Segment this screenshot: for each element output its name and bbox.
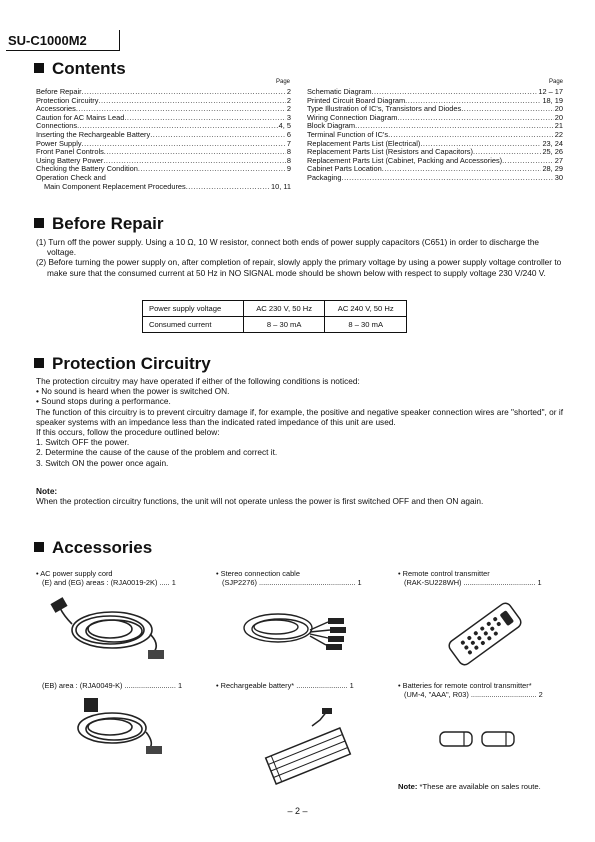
toc-entry-title: Printed Circuit Board Diagram	[307, 95, 406, 105]
protection-text	[36, 376, 566, 468]
before-repair-title: Before Repair	[52, 214, 164, 233]
protection-line: The protection circuitry may have operated if either of the following conditions is noticed:	[36, 376, 360, 386]
remote-batteries-label	[398, 681, 543, 699]
toc-entry-title: Accessories	[36, 104, 76, 114]
protection-line: 2. Determine the cause of the cause of the problem and correct it.	[36, 447, 278, 458]
toc-entry-page: 8	[286, 147, 291, 157]
toc-leader-dots	[342, 174, 554, 183]
toc-entry-title: Checking the Battery Condition	[36, 164, 138, 174]
protection-line: 3. Switch ON the power once again.	[36, 457, 169, 468]
toc-entry-title: Replacement Parts List (Resistors and Capacitors)	[307, 147, 473, 157]
ac-cord-label	[36, 569, 176, 587]
toc-leader-dots	[186, 183, 270, 192]
toc-entry-page: 25, 26	[542, 147, 563, 157]
table-row	[143, 317, 407, 333]
before-repair-item-2: (2) Before turning the power supply on, after completion of repair, slowly apply the primary voltage by using a power supply voltage controller to make sure that the consumed current at 50 Hz in NO SIGNAL mode should be shown below with respect to supply voltage 230 V/240 V.	[36, 257, 562, 278]
toc-entry-page: 9	[286, 164, 291, 174]
toc-entry-title: Protection Circuitry	[36, 95, 99, 105]
rechargeable-battery-label: • Rechargeable battery* ......................... 1	[216, 681, 354, 690]
page-number: – 2 –	[287, 806, 308, 816]
protection-line: • No sound is heard when the power is switched ON.	[36, 386, 230, 397]
toc-entry-page: 6	[286, 129, 291, 139]
toc-entry-page: 22	[554, 129, 563, 139]
square-bullet-icon	[34, 218, 44, 228]
toc-entry	[307, 174, 563, 183]
eb-cord-label: (EB) area : (RJA0049-K) ......................... 1	[42, 681, 183, 690]
header-divider	[6, 50, 120, 51]
table-cell: 8 – 30 mA	[325, 317, 407, 333]
toc-entry-page: 3	[286, 112, 291, 122]
toc-left-column	[36, 88, 291, 191]
table-row	[143, 301, 407, 317]
toc-entry-page: 30	[554, 172, 563, 182]
protection-heading	[34, 354, 211, 374]
toc-entry-title: Main Component Replacement Procedures	[44, 181, 186, 191]
ac-cord-partno: (E) and (EG) areas : (RJA0019-2K) ..... 1	[42, 578, 176, 588]
ac-power-cord-image	[50, 594, 170, 664]
header-divider-vertical	[119, 30, 120, 51]
model-number: SU-C1000M2	[8, 33, 87, 48]
square-bullet-icon	[34, 63, 44, 73]
contents-heading	[34, 59, 126, 79]
toc-leader-dots	[382, 165, 542, 174]
toc-entry-title: Inserting the Rechargeable Battery	[36, 129, 151, 139]
remote-control-image	[440, 598, 530, 670]
toc-page-label-left: Page	[275, 79, 290, 85]
eb-power-cord-image	[62, 696, 167, 756]
toc-entry-title: Schematic Diagram	[307, 87, 372, 96]
toc-entry-page: 4, 5	[278, 121, 291, 131]
stereo-cable-partno: (SJP2276) ............................................... 1	[222, 578, 362, 588]
table-cell: 8 – 30 mA	[243, 317, 325, 333]
remote-batteries-partno: (UM-4, "AAA", R03) ................................ 2	[404, 690, 543, 700]
protection-line: The function of this circuitry is to prevent circuitry damage if, for example, the positive and negative speaker connection wires are "shorted", or if speaker systems with an impedance less than the indicated rated impedance of this unit are used.	[36, 406, 564, 427]
before-repair-text	[36, 237, 566, 278]
stereo-cable-label	[216, 569, 362, 587]
note-label: Note:	[36, 486, 58, 496]
toc-leader-dots	[138, 165, 286, 174]
toc-entry-title: Caution for AC Mains Lead	[36, 112, 125, 122]
protection-note	[36, 486, 566, 506]
before-repair-heading	[34, 214, 163, 234]
toc-entry-title: Cabinet Parts Location	[307, 164, 382, 174]
toc-entry-title: Replacement Parts List (Electrical)	[307, 138, 421, 148]
toc-leader-dots	[104, 148, 286, 157]
toc-entry-page: 20	[554, 112, 563, 122]
remote-batteries-name: • Batteries for remote control transmitter*	[398, 681, 532, 690]
stereo-cable-name: • Stereo connection cable	[216, 569, 300, 578]
toc-entry-title: Type Illustration of IC's, Transistors and Diodes	[307, 104, 462, 114]
toc-entry-page: 8	[286, 155, 291, 165]
accessories-note	[398, 782, 541, 791]
toc-leader-dots	[150, 131, 286, 140]
toc-entry-title: Packaging	[307, 172, 342, 182]
toc-entry-title: Front Panel Controls	[36, 147, 104, 157]
toc-entry-page: 2	[286, 95, 291, 105]
accessories-title: Accessories	[52, 538, 153, 557]
toc-page-label-right: Page	[548, 79, 563, 85]
toc-right-column	[307, 88, 563, 183]
toc-leader-dots	[397, 114, 553, 123]
note-text: When the protection circuitry functions, the unit will not operate unless the power is first switched OFF and then ON again.	[36, 496, 484, 507]
toc-entry-title: Using Battery Power	[36, 155, 104, 165]
before-repair-item-1: (1) Turn off the power supply. Using a 10 Ω, 10 W resistor, connect both ends of power supply capacitors (C651) in order to discharge the voltage.	[36, 237, 540, 258]
toc-entry-title: Wiring Connection Diagram	[307, 112, 398, 122]
rechargeable-battery-image	[258, 706, 363, 786]
stereo-cable-image	[238, 600, 363, 655]
accessories-heading	[34, 538, 152, 558]
toc-entry-page: 18, 19	[542, 95, 563, 105]
remote-name: • Remote control transmitter	[398, 569, 490, 578]
protection-title: Protection Circuitry	[52, 354, 211, 373]
protection-line: If this occurs, follow the procedure outlined below:	[36, 427, 220, 438]
toc-entry-page: 20	[554, 104, 563, 114]
toc-entry-page: 21	[554, 121, 563, 131]
power-spec-table	[142, 300, 407, 333]
remote-label	[398, 569, 542, 587]
ac-cord-name: • AC power supply cord	[36, 569, 113, 578]
toc-entry-title: Power Supply	[36, 138, 82, 148]
note-label: Note:	[398, 782, 418, 791]
table-cell: Consumed current	[143, 317, 244, 333]
aaa-batteries-image	[438, 728, 518, 750]
remote-partno: (RAK-SU228WH) ................................... 1	[404, 578, 542, 588]
toc-entry-title: Operation Check and	[36, 172, 106, 182]
toc-entry-page: 28, 29	[542, 164, 563, 174]
protection-line: • Sound stops during a performance.	[36, 396, 171, 407]
square-bullet-icon	[34, 358, 44, 368]
table-cell: AC 240 V, 50 Hz	[325, 301, 407, 317]
toc-leader-dots	[98, 97, 285, 106]
toc-entry-title: Before Repair	[36, 87, 82, 96]
toc-entry-page: 2	[286, 87, 291, 96]
toc-entry-page: 10, 11	[271, 181, 291, 191]
protection-line: 1. Switch OFF the power.	[36, 437, 130, 448]
toc-entry-page: 23, 24	[542, 138, 563, 148]
toc-entry-page: 2	[286, 104, 291, 114]
table-cell: Power supply voltage	[143, 301, 244, 317]
toc-leader-dots	[124, 114, 286, 123]
toc-entry-page: 12 – 17	[538, 87, 563, 96]
toc-leader-dots	[82, 140, 286, 149]
toc-leader-dots	[461, 105, 554, 114]
table-cell: AC 230 V, 50 Hz	[243, 301, 325, 317]
toc-entry-title: Replacement Parts List (Cabinet, Packing and Accessories)	[307, 155, 503, 165]
toc-entry-title: Terminal Function of IC's	[307, 129, 389, 139]
toc-entry-page: 7	[286, 138, 291, 148]
contents-title: Contents	[52, 59, 126, 78]
square-bullet-icon	[34, 542, 44, 552]
toc-entry-title: Connections	[36, 121, 78, 131]
toc-entry	[36, 183, 291, 192]
toc-leader-dots	[82, 88, 286, 97]
note-text: *These are available on sales route.	[419, 782, 541, 791]
toc-entry-page: 27	[554, 155, 563, 165]
toc-entry	[307, 165, 563, 174]
toc-entry-title: Block Diagram	[307, 121, 356, 131]
